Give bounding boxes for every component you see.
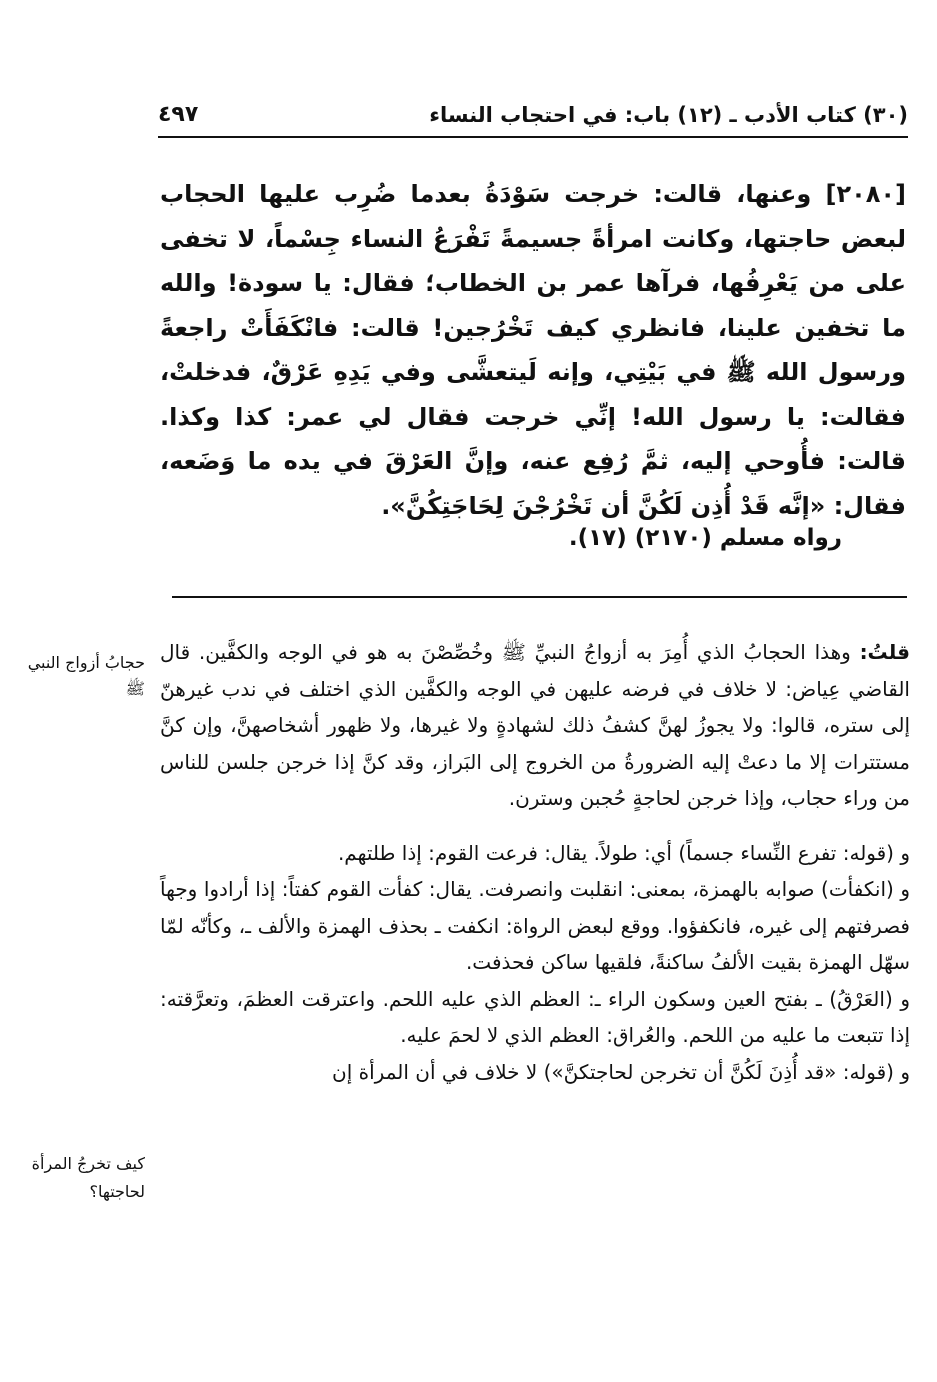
margin-note-going-out: كيف تخرجُ المرأة لحاجتها؟ (31, 1154, 145, 1201)
margin-note-hijab: حجابُ أزواج النبي ﷺ (27, 653, 145, 698)
hadith-text: [٢٠٨٠] وعنها، قالت: خرجت سَوْدَةُ بعدما ضُرِب عليها الحجاب لبعض حاجتها، وكانت امرأةً جسيمةً تَفْرَعُ النساء جِسْماً، لا تخفى على من يَعْرِفُها، فرآها عمر بن الخطاب؛ فقال: يا سودة! والله ما تخفين علينا، فانظري كيف تَخْرُجين! قالت: فانْكَفَأَتْ راجعةً ورسول الله ﷺ في بَيْتِي، وإنه لَيتعشَّى وفي يَدِهِ عَرْقٌ، فدخلتْ، فقالت: يا رسول الله! إنِّي خرجت فقال لي عمر: كذا وكذا. قالت: فأُوحي إليه، ثمَّ رُفِع عنه، وإنَّ العَرْقَ في يده ما وَضَعه، فقال: «إنَّه قَدْ أُذِن لَكُنَّ أن تَخْرُجْنَ لِحَاجَتِكُنَّ». (160, 180, 906, 520)
page-number: ٤٩٧ (158, 102, 199, 127)
qult-label: قلتُ: (859, 640, 910, 664)
commentary-paragraph: و (انكفأت) صوابه بالهمزة، بمعنى: انقلبت وانصرفت. يقال: كفأت القوم كفتاً: إذا أرادوا وجهاً فصرفتهم إلى غيره، فانكفؤوا. ووقع لبعض الرواة: انكفت ـ بحذف الهمزة والألف ـ، وكأنّه لمّا سهّل الهمزة بقيت الألفُ ساكنةً، فلقيها ساكن فحذفت. (160, 877, 910, 974)
commentary-paragraph: و (قوله: تفرع النِّساء جسماً) أي: طولاً. يقال: فرعت القوم: إذا طلتهم. (337, 840, 910, 865)
commentary-paragraph: و (قوله: «قد أُذِنَ لَكُنَّ أن تخرجن لحاجتكنَّ») لا خلاف في أن المرأة إن (332, 1059, 910, 1084)
hadith-source: رواه مسلم (٢١٧٠) (١٧). (568, 525, 842, 551)
page-header (158, 100, 908, 134)
section-divider (172, 596, 907, 598)
commentary (160, 634, 910, 1090)
commentary-paragraph: و (العَرْقُ) ـ بفتح العين وسكون الراء ـ: العظم الذي عليه اللحم. واعترقت العظمَ، وتعرَّقته: إذا تتبعت ما عليه من اللحم. والعُراق: العظم الذي لا لحمَ عليه. (160, 986, 910, 1047)
commentary-paragraph (160, 634, 910, 817)
commentary-text: وهذا الحجابُ الذي أُمِرَ به أزواجُ النبيِّ ﷺ وخُصِّصْنَ به هو في الوجه والكفَّين. قال القاضي عِياض: لا خلاف في فرضه عليهن في الوجه والكفَّين الذي اختلف في ندب غيرهنّ إلى ستره، قالوا: ولا يجوزُ لهنَّ كشفُ ذلك لشهادةٍ ولا غيرها، ولا ظهور أشخاصهنَّ، وإن كنَّ مستترات إلا ما دعتْ إليه الضرورةُ من الخروج إلى البَراز، وقد كنَّ إذا خرجن جلسن للناس من وراء حجاب، وإذا خرجن لحاجةٍ حُجبن وسترن. (160, 640, 910, 810)
paragraph-gap (160, 817, 910, 835)
running-head: (٣٠) كتاب الأدب ـ (١٢) باب: في احتجاب النساء (429, 103, 908, 127)
header-rule (158, 136, 908, 138)
